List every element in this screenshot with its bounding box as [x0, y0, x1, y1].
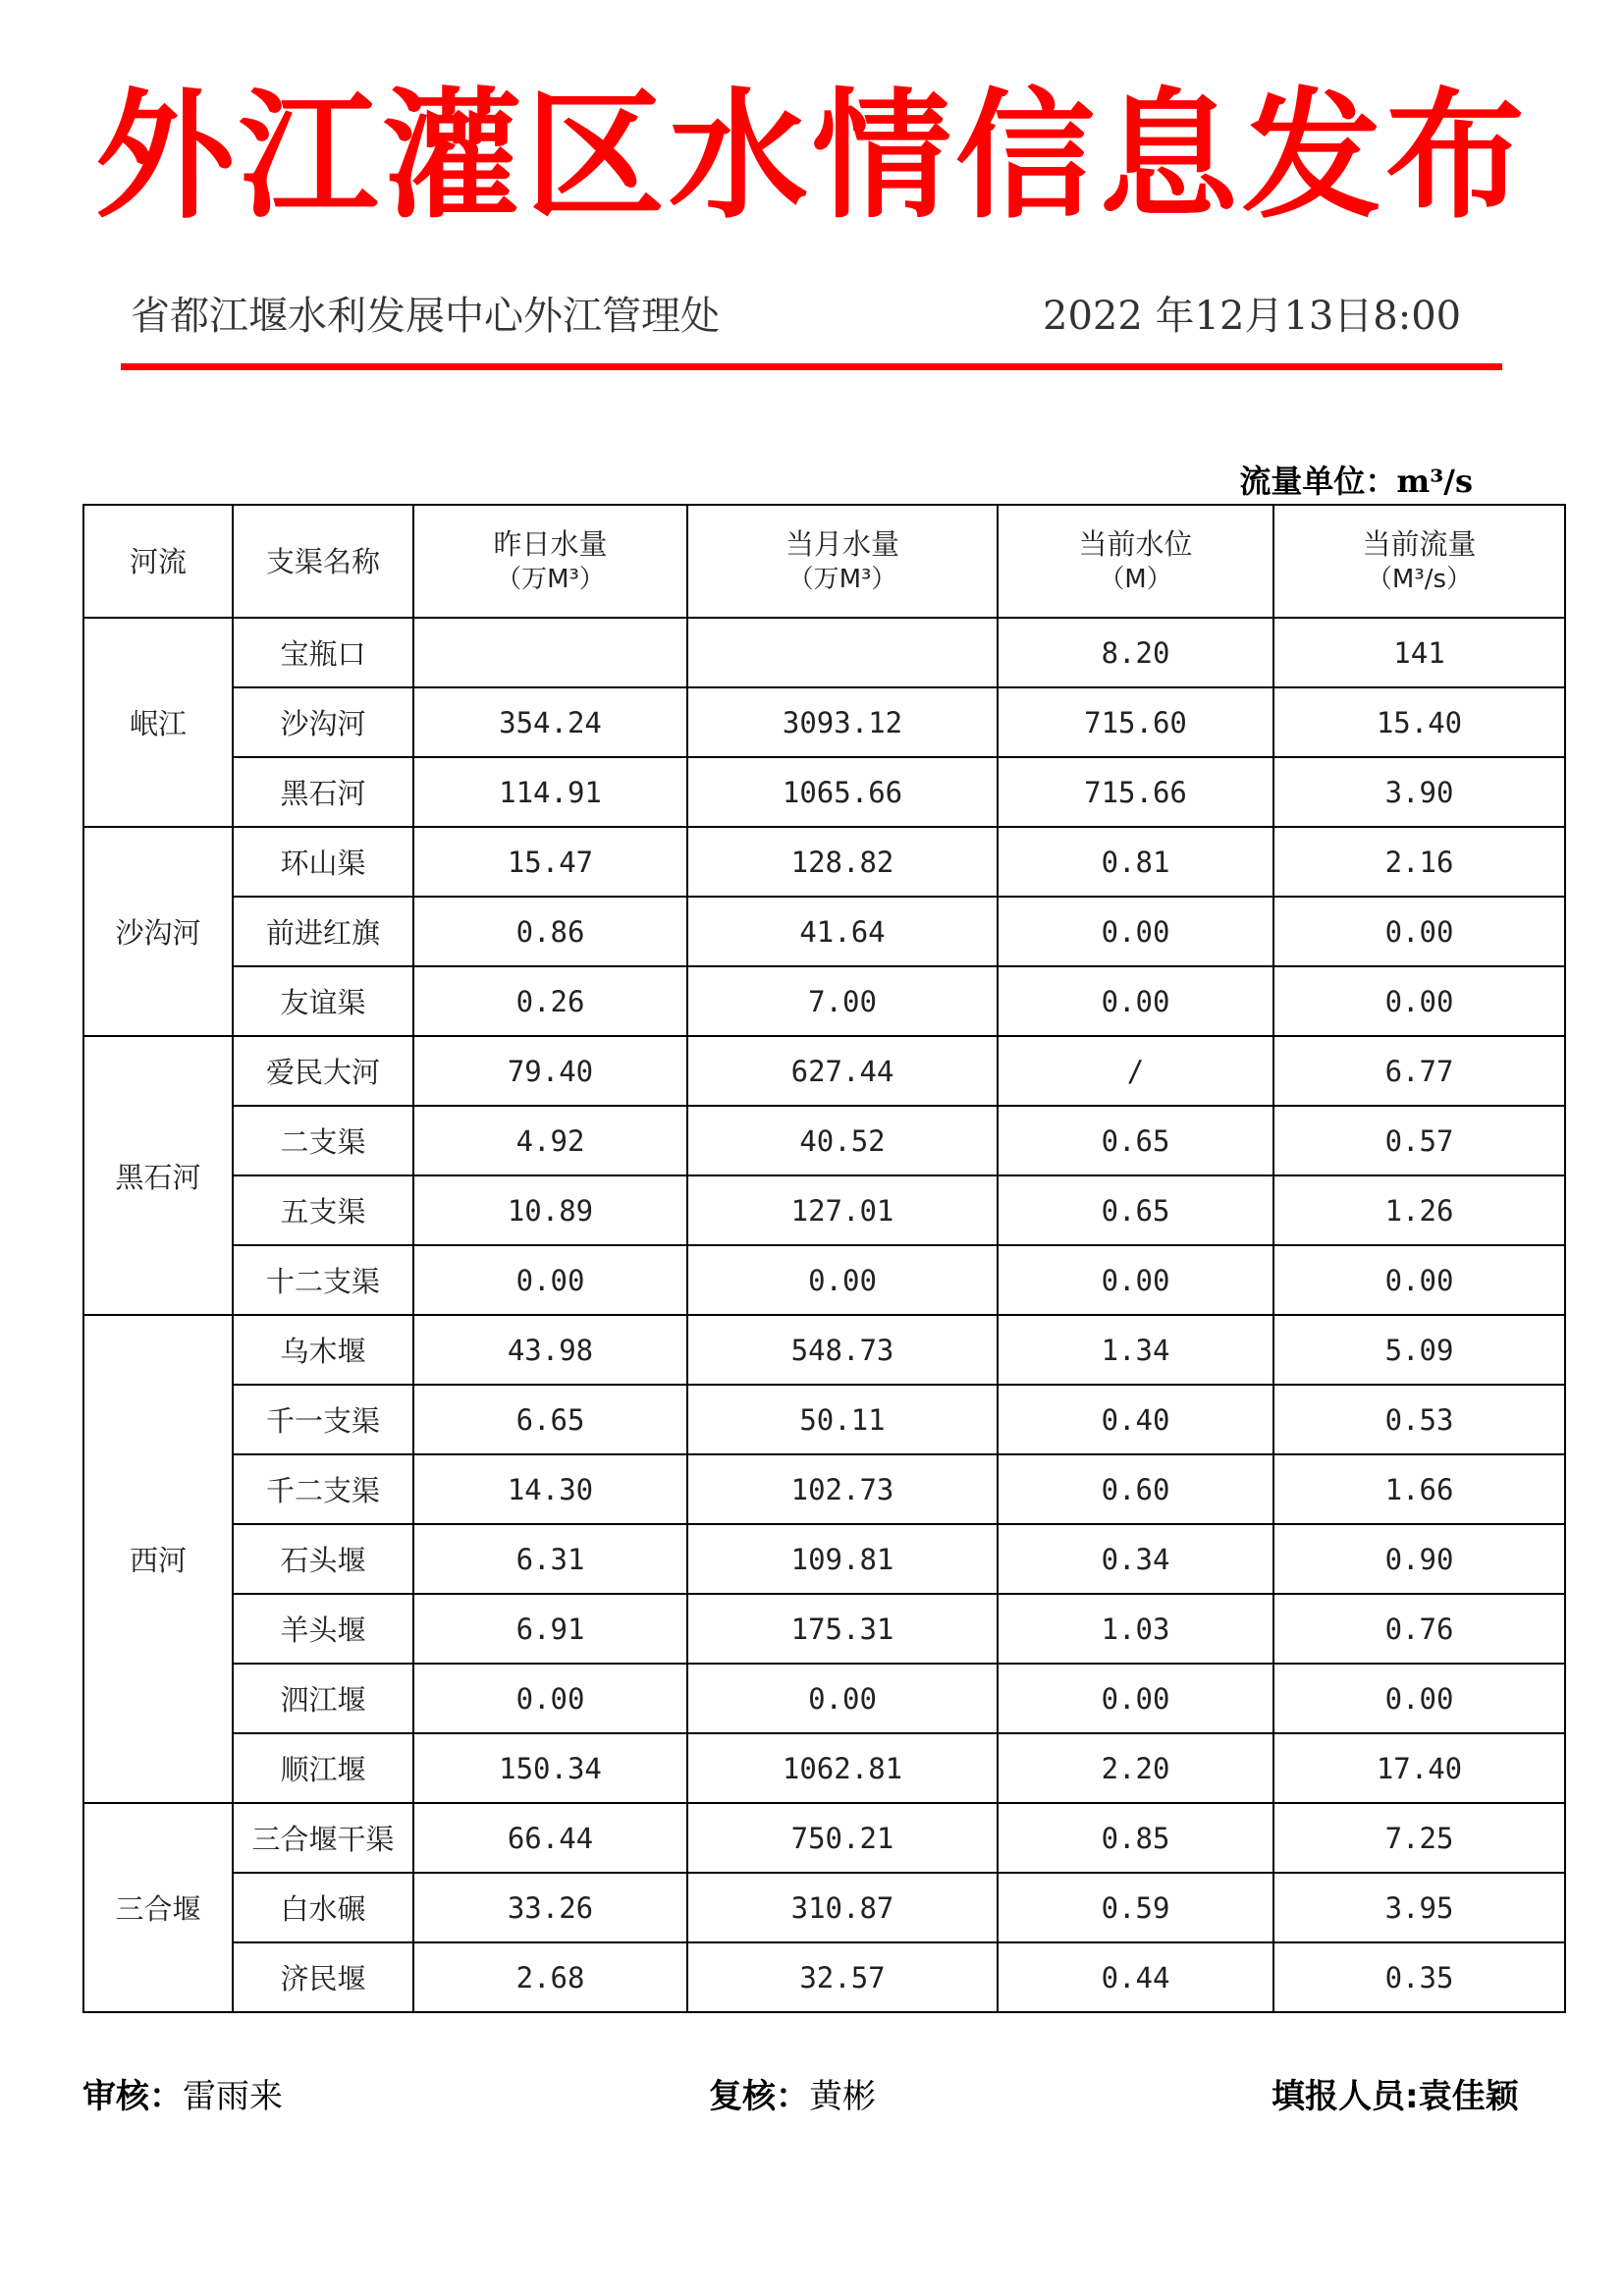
yesterday-volume-cell: 10.89 — [413, 1175, 687, 1245]
flow-rate-cell: 0.00 — [1273, 897, 1565, 966]
flow-rate-cell: 7.25 — [1273, 1803, 1565, 1873]
table-row — [83, 1036, 1565, 1106]
yesterday-volume-cell: 79.40 — [413, 1036, 687, 1106]
branch-cell: 友谊渠 — [233, 966, 413, 1036]
yesterday-volume-cell: 33.26 — [413, 1873, 687, 1942]
month-volume-cell: 750.21 — [687, 1803, 998, 1873]
water-level-cell: 0.00 — [998, 897, 1273, 966]
table-row — [83, 897, 1565, 966]
branch-cell: 环山渠 — [233, 827, 413, 897]
branch-cell: 济民堰 — [233, 1942, 413, 2012]
water-level-cell: 0.00 — [998, 1245, 1273, 1315]
branch-cell: 顺江堰 — [233, 1733, 413, 1803]
month-volume-cell: 127.01 — [687, 1175, 998, 1245]
table-row — [83, 1524, 1565, 1594]
table-row — [83, 1942, 1565, 2012]
yesterday-volume-cell: 6.91 — [413, 1594, 687, 1664]
yesterday-volume-cell — [413, 618, 687, 687]
yesterday-volume-cell: 6.31 — [413, 1524, 687, 1594]
table-row — [83, 827, 1565, 897]
water-info-table — [82, 504, 1566, 2013]
water-level-cell: 0.00 — [998, 966, 1273, 1036]
yesterday-volume-cell: 66.44 — [413, 1803, 687, 1873]
page-title: 外江灌区水情信息发布 — [95, 76, 1529, 238]
table-header-row — [83, 505, 1565, 618]
river-cell: 三合堰 — [83, 1803, 233, 2012]
water-level-cell: 0.85 — [998, 1803, 1273, 1873]
recheck-name: 黄彬 — [809, 2077, 876, 2116]
river-cell: 沙沟河 — [83, 827, 233, 1036]
review-name: 雷雨来 — [183, 2077, 283, 2116]
month-volume-cell: 50.11 — [687, 1385, 998, 1454]
yesterday-volume-cell: 150.34 — [413, 1733, 687, 1803]
month-volume-cell: 102.73 — [687, 1454, 998, 1524]
flow-rate-cell: 3.95 — [1273, 1873, 1565, 1942]
month-volume-cell: 0.00 — [687, 1245, 998, 1315]
flow-rate-cell: 0.76 — [1273, 1594, 1565, 1664]
recheck-signoff — [709, 2072, 876, 2121]
water-level-cell: 8.20 — [998, 618, 1273, 687]
branch-cell: 宝瓶口 — [233, 618, 413, 687]
water-level-cell: 0.65 — [998, 1106, 1273, 1175]
reporter-signoff — [1272, 2072, 1519, 2121]
header-divider — [121, 363, 1502, 370]
table-row — [83, 1175, 1565, 1245]
flow-rate-cell: 0.90 — [1273, 1524, 1565, 1594]
review-signoff — [82, 2072, 283, 2121]
table-body — [83, 618, 1565, 2012]
branch-cell: 二支渠 — [233, 1106, 413, 1175]
table-row — [83, 687, 1565, 757]
flow-rate-cell: 5.09 — [1273, 1315, 1565, 1385]
table-row — [83, 618, 1565, 687]
yesterday-volume-cell: 0.00 — [413, 1664, 687, 1733]
month-volume-cell — [687, 618, 998, 687]
branch-cell: 前进红旗 — [233, 897, 413, 966]
branch-cell: 十二支渠 — [233, 1245, 413, 1315]
water-level-cell: / — [998, 1036, 1273, 1106]
table-row — [83, 1454, 1565, 1524]
month-volume-cell: 627.44 — [687, 1036, 998, 1106]
table-row — [83, 1315, 1565, 1385]
flow-rate-cell: 0.35 — [1273, 1942, 1565, 2012]
yesterday-volume-cell: 354.24 — [413, 687, 687, 757]
branch-cell: 羊头堰 — [233, 1594, 413, 1664]
month-volume-cell: 548.73 — [687, 1315, 998, 1385]
yesterday-volume-cell: 14.30 — [413, 1454, 687, 1524]
river-cell: 黑石河 — [83, 1036, 233, 1315]
yesterday-volume-cell: 15.47 — [413, 827, 687, 897]
flow-rate-cell: 141 — [1273, 618, 1565, 687]
water-level-cell: 1.03 — [998, 1594, 1273, 1664]
flow-rate-cell: 0.53 — [1273, 1385, 1565, 1454]
flow-rate-cell: 0.57 — [1273, 1106, 1565, 1175]
branch-cell: 沙沟河 — [233, 687, 413, 757]
yesterday-volume-cell: 2.68 — [413, 1942, 687, 2012]
flow-rate-cell: 15.40 — [1273, 687, 1565, 757]
publish-datetime: 2022 年12月13日8:00 — [1043, 294, 1462, 339]
month-volume-cell: 175.31 — [687, 1594, 998, 1664]
reporter-label: 填报人员: — [1272, 2077, 1419, 2116]
table-row — [83, 1664, 1565, 1733]
branch-cell: 五支渠 — [233, 1175, 413, 1245]
flow-rate-cell: 2.16 — [1273, 827, 1565, 897]
flow-rate-cell: 0.00 — [1273, 966, 1565, 1036]
header-level: 当前水位 （M） — [998, 505, 1273, 618]
reporter-name: 袁佳颖 — [1418, 2077, 1519, 2116]
table-row — [83, 1385, 1565, 1454]
organization-name: 省都江堰水利发展中心外江管理处 — [131, 294, 720, 339]
table-row — [83, 757, 1565, 827]
flow-rate-cell: 0.00 — [1273, 1245, 1565, 1315]
review-label: 审核： — [82, 2077, 183, 2116]
month-volume-cell: 0.00 — [687, 1664, 998, 1733]
table-row — [83, 966, 1565, 1036]
yesterday-volume-cell: 6.65 — [413, 1385, 687, 1454]
yesterday-volume-cell: 4.92 — [413, 1106, 687, 1175]
water-level-cell: 0.81 — [998, 827, 1273, 897]
water-level-cell: 0.44 — [998, 1942, 1273, 2012]
month-volume-cell: 40.52 — [687, 1106, 998, 1175]
branch-cell: 黑石河 — [233, 757, 413, 827]
water-level-cell: 0.34 — [998, 1524, 1273, 1594]
water-level-cell: 1.34 — [998, 1315, 1273, 1385]
header-month: 当月水量 （万M³） — [687, 505, 998, 618]
month-volume-cell: 32.57 — [687, 1942, 998, 2012]
branch-cell: 白水碾 — [233, 1873, 413, 1942]
yesterday-volume-cell: 43.98 — [413, 1315, 687, 1385]
month-volume-cell: 3093.12 — [687, 687, 998, 757]
yesterday-volume-cell: 0.86 — [413, 897, 687, 966]
header-branch: 支渠名称 — [233, 505, 413, 618]
header-yesterday: 昨日水量 （万M³） — [413, 505, 687, 618]
table-row — [83, 1733, 1565, 1803]
river-cell: 西河 — [83, 1315, 233, 1803]
water-level-cell: 0.00 — [998, 1664, 1273, 1733]
water-level-cell: 0.59 — [998, 1873, 1273, 1942]
branch-cell: 石头堰 — [233, 1524, 413, 1594]
water-level-cell: 2.20 — [998, 1733, 1273, 1803]
water-level-cell: 715.66 — [998, 757, 1273, 827]
month-volume-cell: 41.64 — [687, 897, 998, 966]
header-flow: 当前流量 （M³/s） — [1273, 505, 1565, 618]
yesterday-volume-cell: 0.00 — [413, 1245, 687, 1315]
table-row — [83, 1594, 1565, 1664]
flow-rate-cell: 1.26 — [1273, 1175, 1565, 1245]
branch-cell: 乌木堰 — [233, 1315, 413, 1385]
table-row — [83, 1245, 1565, 1315]
water-level-cell: 0.40 — [998, 1385, 1273, 1454]
month-volume-cell: 1062.81 — [687, 1733, 998, 1803]
recheck-label: 复核： — [709, 2077, 809, 2116]
water-level-cell: 0.65 — [998, 1175, 1273, 1245]
river-cell: 岷江 — [83, 618, 233, 827]
branch-cell: 泗江堰 — [233, 1664, 413, 1733]
flow-rate-cell: 6.77 — [1273, 1036, 1565, 1106]
table-row — [83, 1106, 1565, 1175]
flow-rate-cell: 17.40 — [1273, 1733, 1565, 1803]
flow-rate-cell: 0.00 — [1273, 1664, 1565, 1733]
month-volume-cell: 7.00 — [687, 966, 998, 1036]
branch-cell: 三合堰干渠 — [233, 1803, 413, 1873]
yesterday-volume-cell: 114.91 — [413, 757, 687, 827]
branch-cell: 千二支渠 — [233, 1454, 413, 1524]
header-river: 河流 — [83, 505, 233, 618]
branch-cell: 千一支渠 — [233, 1385, 413, 1454]
table-row — [83, 1873, 1565, 1942]
table-row — [83, 1803, 1565, 1873]
water-level-cell: 715.60 — [998, 687, 1273, 757]
month-volume-cell: 128.82 — [687, 827, 998, 897]
flow-rate-cell: 3.90 — [1273, 757, 1565, 827]
branch-cell: 爱民大河 — [233, 1036, 413, 1106]
month-volume-cell: 310.87 — [687, 1873, 998, 1942]
unit-label: 流量单位：m³/s — [1239, 463, 1473, 500]
water-level-cell: 0.60 — [998, 1454, 1273, 1524]
month-volume-cell: 1065.66 — [687, 757, 998, 827]
flow-rate-cell: 1.66 — [1273, 1454, 1565, 1524]
yesterday-volume-cell: 0.26 — [413, 966, 687, 1036]
month-volume-cell: 109.81 — [687, 1524, 998, 1594]
